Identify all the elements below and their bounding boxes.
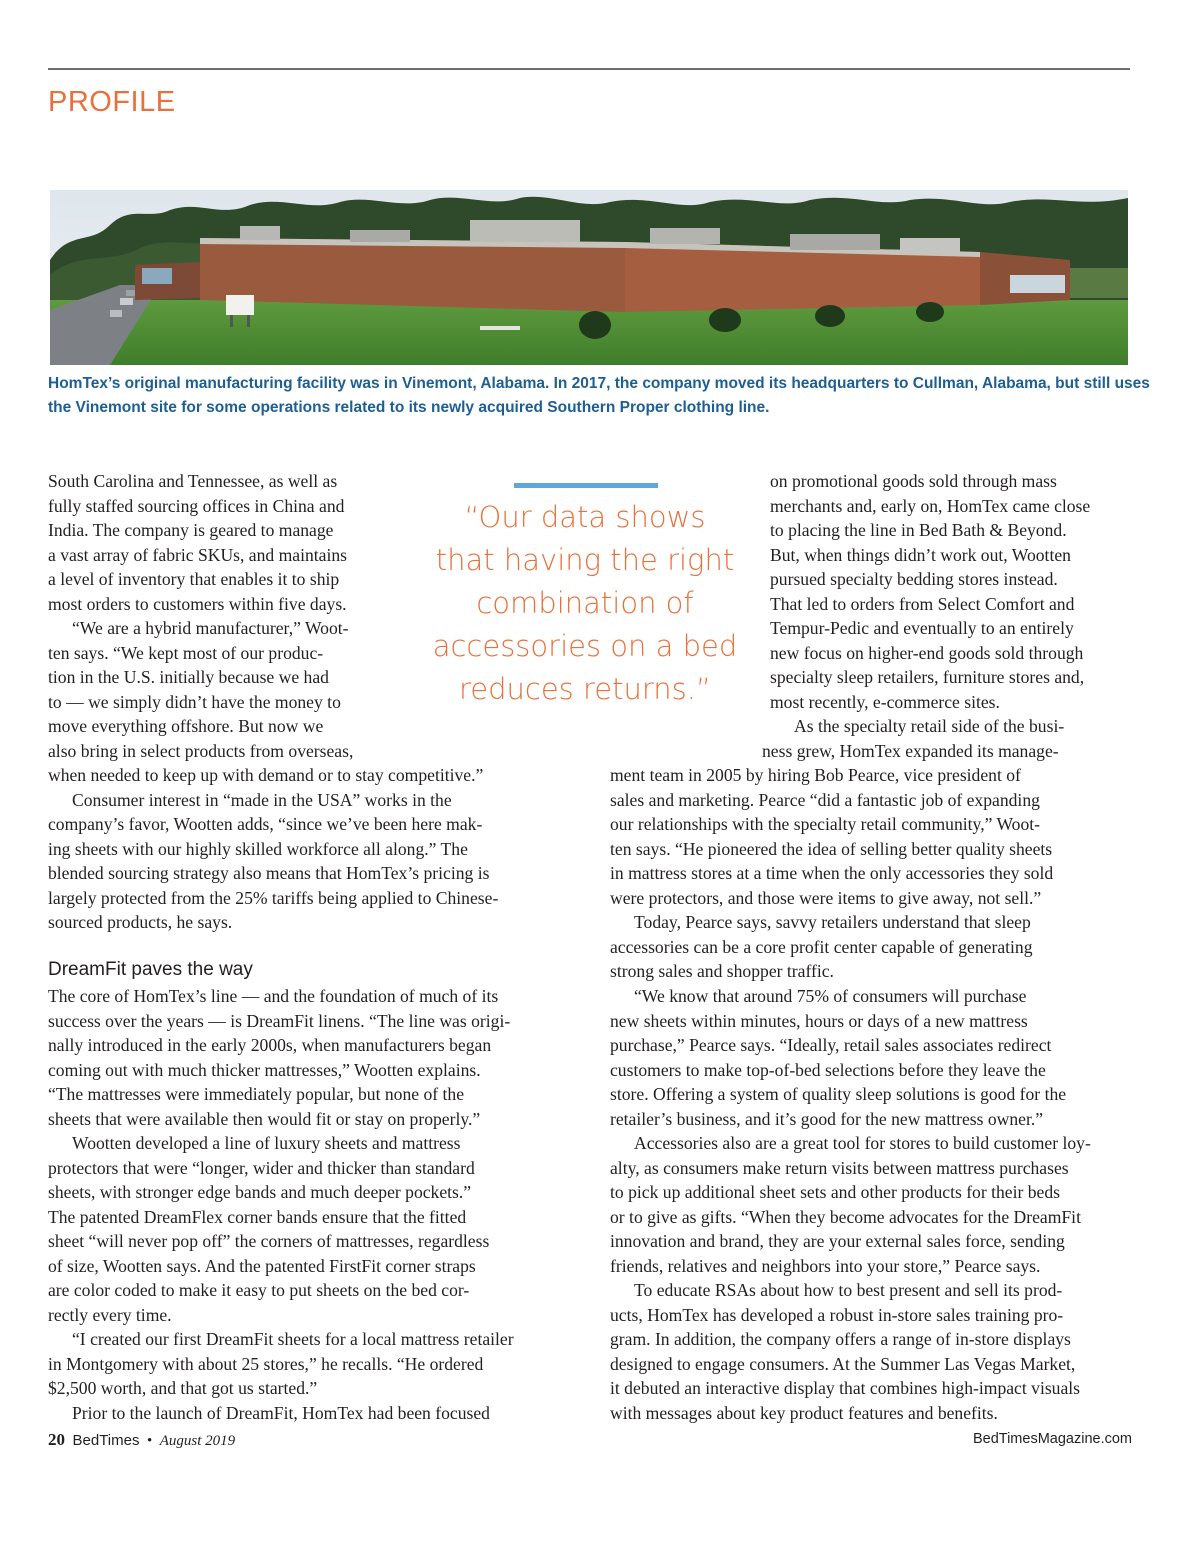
body-line: success over the years — is DreamFit linens. “The line was origi- <box>48 1010 511 1031</box>
body-line: sheets, with stronger edge bands and much deeper pockets.” <box>48 1182 472 1202</box>
body-line: ing sheets with our highly skilled workforce all along.” The <box>48 838 468 859</box>
body-line: The patented DreamFlex corner bands ensure that the fitted <box>48 1206 467 1227</box>
pull-quote-line: accessories on a bed <box>432 629 738 663</box>
body-line: in mattress stores at a time when the only accessories they sold <box>610 863 1054 883</box>
body-line: ment team in 2005 by hiring Bob Pearce, vice president of <box>610 765 1021 785</box>
body-line: Tempur-Pedic and eventually to an entirely <box>770 618 1074 638</box>
body-line: designed to engage consumers. At the Summer Las Vegas Market, <box>610 1353 1076 1374</box>
body-line: Wootten developed a line of luxury sheets and mattress <box>72 1133 461 1153</box>
body-line: “The mattresses were immediately popular, but none of the <box>48 1084 465 1104</box>
facility-photo-illustration <box>50 190 1128 365</box>
body-line: friends, relatives and neighbors into your store,” Pearce says. <box>610 1255 1041 1276</box>
body-line: when needed to keep up with demand or to stay competitive.” <box>48 765 484 785</box>
pull-quote-rule <box>514 483 658 488</box>
body-line: coming out with much thicker mattresses,” Wootten explains. <box>48 1059 481 1080</box>
body-line: merchants and, early on, HomTex came close <box>770 495 1091 516</box>
website-url[interactable]: BedTimesMagazine.com <box>972 1431 1132 1447</box>
body-line: are color coded to make it easy to put sheets on the bed cor- <box>48 1280 470 1300</box>
body-line: Accessories also are a great tool for stores to build customer loy- <box>634 1133 1091 1153</box>
body-line: ness grew, HomTex expanded its manage- <box>762 740 1059 761</box>
body-line: our relationships with the specialty retail community,” Woot- <box>610 814 1041 834</box>
body-line: “We are a hybrid manufacturer,” Woot- <box>72 618 349 638</box>
body-line: Today, Pearce says, savvy retailers understand that sleep <box>634 912 1031 932</box>
body-line: to pick up additional sheet sets and other products for their beds <box>610 1182 1060 1202</box>
body-line: customers to make top-of-bed selections before they leave the <box>610 1059 1046 1080</box>
body-line: in Montgomery with about 25 stores,” he recalls. “He ordered <box>48 1353 484 1374</box>
body-line: That led to orders from Select Comfort and <box>770 593 1075 614</box>
body-line: specialty sleep retailers, furniture stores and, <box>770 667 1085 687</box>
body-line: also bring in select products from overseas, <box>48 740 354 761</box>
body-line: or to give as gifts. “When they become advocates for the DreamFit <box>610 1206 1081 1227</box>
issue-date: August 2019 <box>159 1433 236 1449</box>
body-line: As the specialty retail side of the busi- <box>794 716 1065 736</box>
body-line: sheet “will never pop off” the corners of mattresses, regardless <box>48 1231 490 1251</box>
body-line: store. Offering a system of quality sleep solutions is good for the <box>610 1084 1067 1104</box>
body-line: to — we simply didn’t have the money to <box>48 691 341 712</box>
facility-photo <box>50 190 1128 365</box>
body-line: nally introduced in the early 2000s, when manufacturers began <box>48 1035 492 1055</box>
body-line: Consumer interest in “made in the USA” works in the <box>72 789 452 810</box>
body-line: “I created our first DreamFit sheets for a local mattress retailer <box>72 1329 514 1349</box>
body-line: tion in the U.S. initially because we had <box>48 667 329 687</box>
caption-line: the Vinemont site for some operations related to its newly acquired Southern Proper clothing line. <box>48 399 770 416</box>
body-line: South Carolina and Tennessee, as well as <box>48 471 338 491</box>
pull-quote-line: “Our data shows <box>464 500 706 534</box>
body-line: accessories can be a core profit center capable of generating <box>610 936 1033 957</box>
body-line: to placing the line in Bed Bath & Beyond. <box>770 520 1067 540</box>
magazine-name: BedTimes <box>72 1432 140 1449</box>
body-line: fully staffed sourcing offices in China and <box>48 495 345 516</box>
body-line: ten says. “He pioneered the idea of selling better quality sheets <box>610 838 1053 859</box>
body-line: of size, Wootten says. And the patented FirstFit corner straps <box>48 1255 476 1276</box>
body-line: most orders to customers within five days. <box>48 593 347 614</box>
body-line: $2,500 worth, and that got us started.” <box>48 1378 318 1398</box>
body-line: innovation and brand, they are your external sales force, sending <box>610 1231 1065 1251</box>
body-line: protectors that were “longer, wider and thicker than standard <box>48 1157 475 1178</box>
body-line: were protectors, and those were items to give away, not sell.” <box>610 887 1042 908</box>
body-line: rectly every time. <box>48 1304 172 1325</box>
page-number: 20 <box>48 1430 65 1449</box>
body-line: gram. In addition, the company offers a range of in-store displays <box>610 1329 1071 1349</box>
body-line: pursued specialty bedding stores instead. <box>770 569 1058 589</box>
body-line: But, when things didn’t work out, Wootten <box>770 544 1071 565</box>
body-line: strong sales and shopper traffic. <box>610 961 834 981</box>
pull-quote-line: that having the right <box>435 543 735 577</box>
body-line: a vast array of fabric SKUs, and maintains <box>48 544 347 565</box>
body-line: India. The company is geared to manage <box>48 520 334 540</box>
pull-quote-line: combination of <box>476 586 694 620</box>
body-line: new sheets within minutes, hours or days of a new mattress <box>610 1010 1028 1031</box>
top-rule <box>48 68 1130 70</box>
photo-caption <box>48 372 1150 420</box>
pull-quote-line: reduces returns.” <box>458 672 712 706</box>
footer-folio <box>48 1430 235 1450</box>
body-line: sourced products, he says. <box>48 912 233 932</box>
body-line: ten says. “We kept most of our produc- <box>48 642 324 663</box>
body-line: alty, as consumers make return visits between mattress purchases <box>610 1157 1069 1178</box>
body-line: with messages about key product features and benefits. <box>610 1402 998 1423</box>
body-line: most recently, e-commerce sites. <box>770 691 1000 712</box>
body-line: purchase,” Pearce says. “Ideally, retail sales associates redirect <box>610 1035 1052 1055</box>
footer-separator: • <box>146 1433 153 1449</box>
subhead: DreamFit paves the way <box>48 959 253 980</box>
section-label: PROFILE <box>48 86 176 118</box>
body-line: it debuted an interactive display that combines high-impact visuals <box>610 1378 1081 1398</box>
body-line: The core of HomTex’s line — and the foundation of much of its <box>48 986 499 1006</box>
body-line: blended sourcing strategy also means that HomTex’s pricing is <box>48 863 490 883</box>
body-line: retailer’s business, and it’s good for the new mattress owner.” <box>610 1108 1044 1129</box>
body-line: sales and marketing. Pearce “did a fantastic job of expanding <box>610 789 1040 810</box>
caption-line: HomTex’s original manufacturing facility was in Vinemont, Alabama. In 2017, the company moved its headquarters to Cullman, Alabama, but still uses <box>48 375 1150 392</box>
body-line: move everything offshore. But now we <box>48 716 324 736</box>
body-line: a level of inventory that enables it to ship <box>48 569 340 589</box>
body-line: new focus on higher-end goods sold through <box>770 642 1084 663</box>
body-line: To educate RSAs about how to best present and sell its prod- <box>634 1280 1063 1300</box>
body-line: sheets that were available then would fit or stay on properly.” <box>48 1108 481 1129</box>
body-line: Prior to the launch of DreamFit, HomTex had been focused <box>72 1402 490 1423</box>
body-line: largely protected from the 25% tariffs being applied to Chinese- <box>48 887 499 908</box>
body-line: ucts, HomTex has developed a robust in-store sales training pro- <box>610 1304 1064 1325</box>
body-line: on promotional goods sold through mass <box>770 471 1057 491</box>
body-line: company’s favor, Wootten adds, “since we’ve been here mak- <box>48 814 483 834</box>
body-line: “We know that around 75% of consumers will purchase <box>634 986 1027 1006</box>
